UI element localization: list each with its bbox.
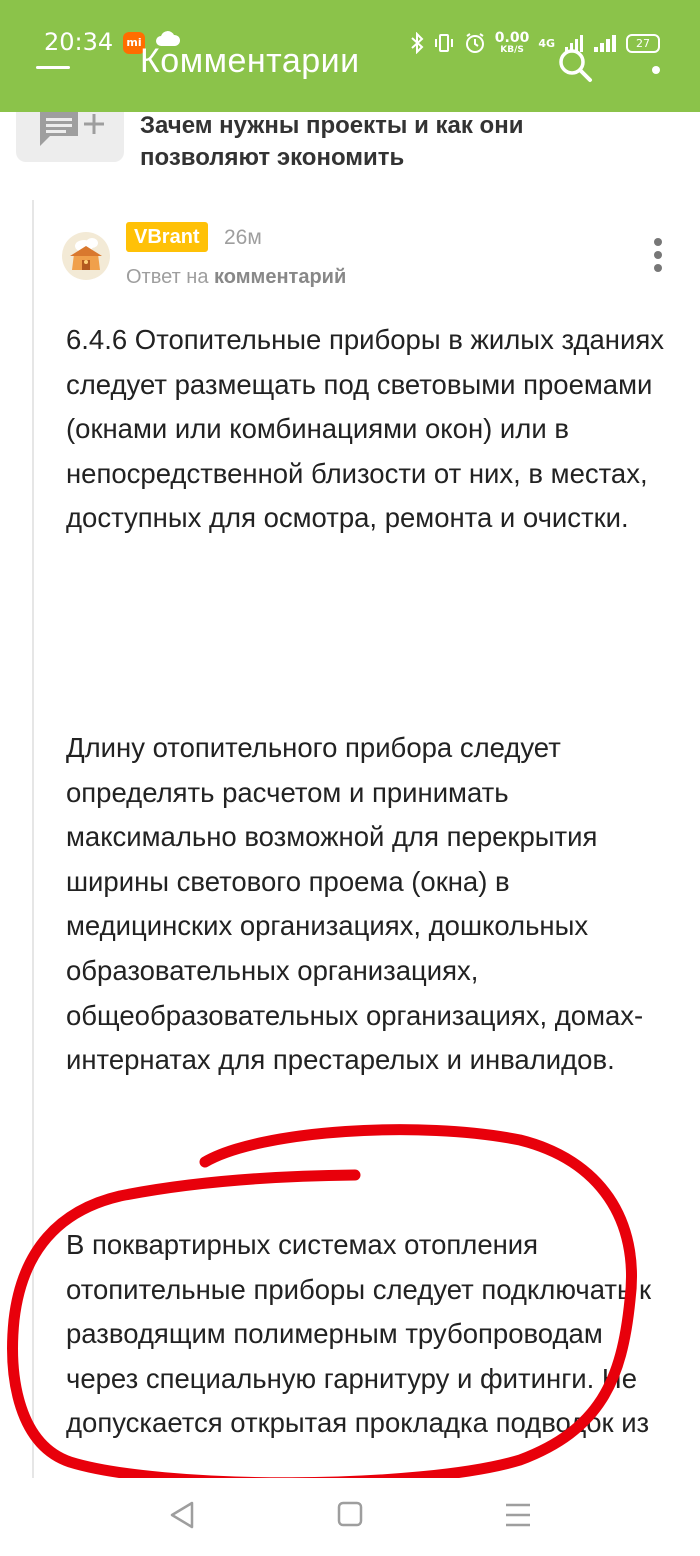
red-circle-annotation — [0, 1120, 700, 1500]
add-comment-button[interactable] — [16, 112, 124, 162]
status-time: 20:34 — [44, 28, 114, 56]
comment-body — [66, 318, 676, 1439]
vibrate-icon — [433, 33, 455, 53]
search-icon[interactable] — [556, 48, 596, 88]
signal-icon-2 — [593, 33, 617, 53]
reply-prefix: Ответ на — [126, 266, 209, 288]
back-triangle-icon[interactable] — [168, 1500, 196, 1530]
comment-paragraph-3: В поквартирных системах отопления отопительные приборы следует подключать к разводящим полимерным трубопроводам через специальную гарнитуру и фитинги. Не допускается открытая прокладка подводок из — [66, 1229, 651, 1439]
app-bar-title: Комментарии — [140, 42, 360, 80]
reply-target[interactable]: комментарий — [214, 266, 347, 288]
post-title[interactable]: Зачем нужны проекты и как они позволяют экономить — [140, 112, 524, 171]
alarm-icon — [464, 32, 486, 54]
mi-app-icon: mi — [123, 32, 145, 54]
net-speed — [495, 31, 530, 55]
comment-more-icon[interactable] — [654, 238, 664, 277]
add-comment-icon — [38, 112, 118, 152]
reply-to-link[interactable] — [126, 266, 346, 289]
avatar[interactable] — [62, 232, 110, 280]
bluetooth-icon — [410, 32, 424, 54]
more-vertical-icon[interactable] — [652, 66, 660, 74]
comment-paragraph-1: 6.4.6 Отопительные приборы в жилых зданиях следует размещать под световыми проемами (окнами или комбинациями окон) или в непосредственной близости от них, в местах, доступных для осмотра, ремонта и очистки. — [66, 324, 664, 534]
comment-time: 26м — [224, 226, 262, 249]
app-bar — [0, 0, 700, 112]
comment-paragraph-2: Длину отопительного прибора следует определять расчетом и принимать максимально возможной для перекрытия ширины светового проема (окна) в медицинских организациях, дошкольных образовательных организациях, общеобразовательных организациях, домах-интернатах для престарелых и инвалидов. — [66, 732, 644, 1076]
status-right-icons — [410, 30, 660, 56]
recents-lines-icon[interactable] — [504, 1502, 532, 1528]
net-speed-value: 0.00 — [494, 30, 530, 46]
home-square-icon[interactable] — [336, 1500, 364, 1528]
network-type: 4G — [538, 36, 555, 50]
system-nav-bar — [0, 1478, 700, 1556]
author-name[interactable]: VBrant — [126, 222, 208, 252]
menu-icon[interactable] — [36, 58, 72, 78]
net-speed-unit: KB/S — [500, 45, 524, 55]
battery-icon: 27 — [626, 34, 660, 53]
